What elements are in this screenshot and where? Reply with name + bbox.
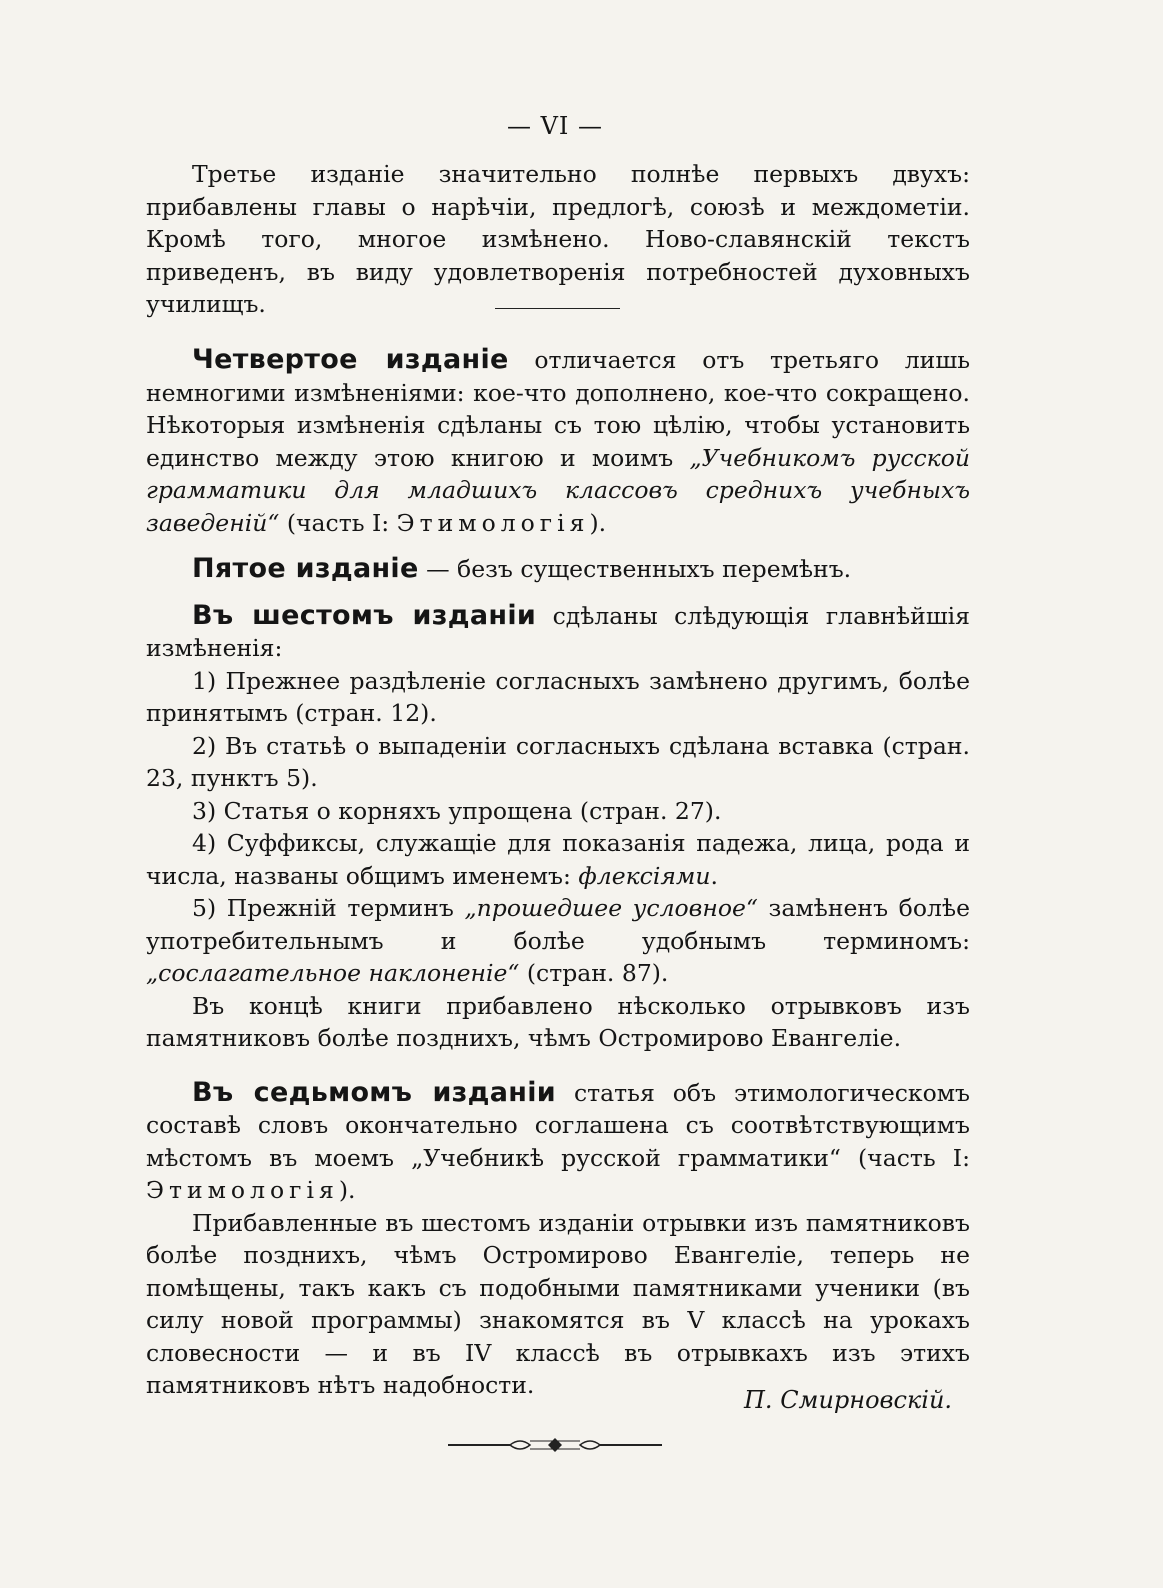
fourth-edition-paragraph: [146, 344, 970, 539]
fifth-edition-text: — безъ существенныхъ перемѣнъ.: [418, 555, 852, 583]
sixth-item-4: [146, 827, 970, 892]
seventh-edition-paragraph-2: Прибавленные въ шестомъ изданіи отрывки изъ памятниковъ болѣе позднихъ, чѣмъ Остромирово Евангеліе, теперь не помѣщены, такъ какъ съ подобными памятниками ученики (въ силу новой программы) знакомятся въ V классѣ на урокахъ словесности — и въ IV классѣ въ отрывкахъ изъ этихъ памятниковъ нѣтъ надобности.: [146, 1208, 970, 1399]
sixth-item-3: 3) Статья о корняхъ упрощена (стран. 27).: [192, 796, 722, 825]
third-edition-paragraph: Третье изданіе значительно полнѣе первыхъ двухъ: прибавлены главы о нарѣчіи, предлогѣ, союзѣ и междометіи. Кромѣ того, многое измѣнено. Ново-славянскій текстъ приведенъ, въ виду удовлетворенія потребностей духовныхъ училищъ.: [146, 160, 970, 318]
sixth-item-5: [146, 892, 970, 990]
seventh-edition-text: статья объ этимологическомъ составѣ словъ окончательно соглашена съ соотвѣтствующимъ мѣстомъ въ моемъ „Учебникѣ русской грамматики“ (часть I:: [146, 1078, 970, 1172]
sixth-item-1: 1) Прежнее раздѣленіе согласныхъ замѣнено другимъ, болѣе принятымъ (стран. 12).: [146, 666, 970, 727]
sixth-item-4-text: 4) Суффиксы, служащіе для показанія падежа, лица, рода и числа, названы общимъ именемъ:: [146, 829, 970, 890]
page-number: — VI —: [506, 112, 604, 140]
fifth-edition-paragraph: [146, 553, 970, 586]
etymology-term-2: Этимологія: [146, 1176, 339, 1204]
fourth-edition-heading: Четвертое изданіе: [192, 344, 509, 375]
seventh-edition-text-2: ).: [338, 1176, 356, 1204]
fifth-edition-heading: Пятое изданіе: [192, 553, 419, 584]
appendix-paragraph: Въ концѣ книги прибавлено нѣсколько отрывковъ изъ памятниковъ болѣе позднихъ, чѣмъ Остромирово Евангеліе.: [146, 991, 970, 1052]
sixth-item-5-text-2: замѣненъ болѣе употребительнымъ и болѣе удобнымъ терминомъ:: [146, 894, 970, 955]
sixth-edition-text: сдѣланы слѣдующія главнѣйшія измѣненія:: [146, 601, 971, 662]
editions-section: [146, 344, 970, 1402]
fourth-edition-text-2: (часть I:: [279, 508, 397, 537]
fourth-edition-text-3: ).: [589, 508, 607, 537]
sixth-item-2: 2) Въ статьѣ о выпаденіи согласныхъ сдѣлана вставка (стран. 23, пунктъ 5).: [146, 731, 970, 792]
ornament-divider-icon: [448, 1433, 662, 1457]
textbook-title: „Учебникомъ русской грамматики для младшихъ классовъ среднихъ учебныхъ заведеній“: [146, 443, 970, 537]
subjunctive-term: „сослагательное наклоненіе“: [146, 959, 520, 987]
sixth-item-4-end: .: [710, 861, 718, 890]
section-divider: [495, 308, 620, 309]
sixth-edition-paragraph: [146, 600, 970, 665]
sixth-edition-heading: Въ шестомъ изданіи: [192, 599, 537, 631]
fourth-edition-text: отличается отъ третьяго лишь немногими измѣненіями: кое-что дополнено, кое-что сокращено. Нѣкоторыя измѣненія сдѣланы съ тою цѣлію, чтобы установить единство между этою книгою и моимъ: [146, 346, 970, 472]
third-edition-section: [146, 158, 970, 321]
flexions-term: флексіями: [578, 861, 711, 890]
sixth-item-5-text: 5) Прежній терминъ: [192, 894, 465, 922]
author-signature: П. Смирновскій.: [744, 1386, 953, 1414]
sixth-item-5-text-3: (стран. 87).: [519, 959, 669, 987]
etymology-term: Этимологія: [396, 508, 590, 537]
past-conditional-term: „прошедшее условное“: [464, 894, 758, 922]
seventh-edition-paragraph: [146, 1077, 970, 1207]
seventh-edition-heading: Въ седьмомъ изданіи: [192, 1076, 557, 1108]
